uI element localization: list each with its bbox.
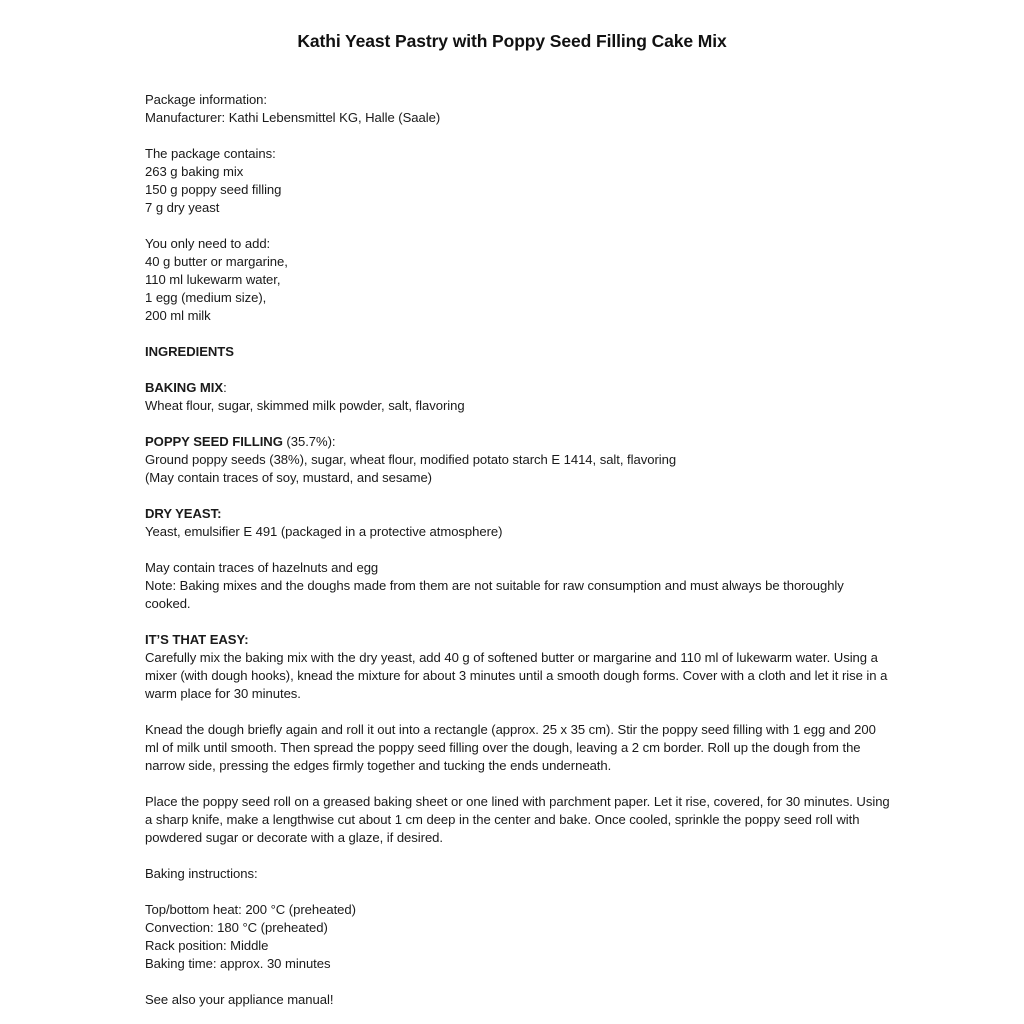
baking-mix-label: BAKING MIX (145, 380, 224, 395)
spacer (145, 415, 890, 433)
package-info-heading: Package information: (145, 92, 268, 107)
contains-item: 7 g dry yeast (145, 200, 220, 215)
allergen-traces: May contain traces of hazelnuts and egg (145, 560, 379, 575)
page-title: Kathi Yeast Pastry with Poppy Seed Filling Cake Mix (297, 31, 727, 51)
poppy-filling-text: Ground poppy seeds (38%), sugar, wheat flour, modified potato starch E 1414, salt, flavoring (145, 452, 677, 467)
spacer (145, 541, 890, 559)
contains-item: 150 g poppy seed filling (145, 182, 282, 197)
spacer (145, 613, 890, 631)
dry-yeast-label: DRY YEAST: (145, 506, 222, 521)
contains-heading: The package contains: (145, 146, 276, 161)
baking-time: Baking time: approx. 30 minutes (145, 956, 331, 971)
spacer (145, 775, 890, 793)
dry-yeast-text: Yeast, emulsifier E 491 (packaged in a protective atmosphere) (145, 524, 503, 539)
spacer (145, 325, 890, 343)
spacer (145, 217, 890, 235)
spacer (145, 127, 890, 145)
add-heading: You only need to add: (145, 236, 271, 251)
spacer (145, 973, 890, 991)
add-item: 110 ml lukewarm water, (145, 272, 281, 287)
top-bottom-heat: Top/bottom heat: 200 °C (preheated) (145, 902, 356, 917)
poppy-filling-allergen-note: (May contain traces of soy, mustard, and sesame) (145, 470, 432, 485)
add-item: 40 g butter or margarine, (145, 254, 288, 269)
preparation-step-3: Place the poppy seed roll on a greased baking sheet or one lined with parchment paper. Let it rise, covered, for 30 minutes. Using a sharp knife, make a lengthwise cut about 1 cm deep in the center and bake. Once cooled, sprinkle the poppy seed roll with powdered sugar or decorate with a glaze, if desired. (145, 794, 890, 845)
rack-position: Rack position: Middle (145, 938, 269, 953)
baking-mix-label-line (145, 379, 890, 397)
spacer (145, 847, 890, 865)
poppy-filling-percentage: (35.7%): (282, 434, 336, 449)
spacer (145, 487, 890, 505)
ingredients-heading: INGREDIENTS (145, 344, 234, 359)
baking-mix-text: Wheat flour, sugar, skimmed milk powder, salt, flavoring (145, 398, 465, 413)
convection-heat: Convection: 180 °C (preheated) (145, 920, 328, 935)
spacer (145, 361, 890, 379)
document-body (145, 91, 890, 1009)
poppy-filling-label-line (145, 433, 890, 451)
preparation-step-2: Knead the dough briefly again and roll it out into a rectangle (approx. 25 x 35 cm). Stir the poppy seed filling with 1 egg and 200 ml of milk until smooth. Then spread the poppy seed filling over the dough, leaving a 2 cm border. Roll up the dough from the narrow side, pressing the edges firmly together and tucking the ends underneath. (145, 722, 876, 773)
spacer (145, 883, 890, 901)
appliance-manual-note: See also your appliance manual! (145, 992, 334, 1007)
add-item: 1 egg (medium size), (145, 290, 267, 305)
contains-item: 263 g baking mix (145, 164, 244, 179)
preparation-step-1: Carefully mix the baking mix with the dry yeast, add 40 g of softened butter or margarine and 110 ml of lukewarm water. Using a mixer (with dough hooks), knead the mixture for about 3 minutes until a smooth dough forms. Cover with a cloth and let it rise in a warm place for 30 minutes. (145, 650, 888, 701)
allergen-note: Note: Baking mixes and the doughs made from them are not suitable for raw consumption and must always be thoroughly cooked. (145, 578, 844, 611)
spacer (145, 703, 890, 721)
manufacturer-line: Manufacturer: Kathi Lebensmittel KG, Halle (Saale) (145, 110, 441, 125)
baking-mix-label-suffix: : (223, 380, 227, 395)
baking-instructions-heading: Baking instructions: (145, 866, 258, 881)
add-item: 200 ml milk (145, 308, 211, 323)
preparation-heading: IT’S THAT EASY: (145, 632, 249, 647)
poppy-filling-label: POPPY SEED FILLING (145, 434, 283, 449)
